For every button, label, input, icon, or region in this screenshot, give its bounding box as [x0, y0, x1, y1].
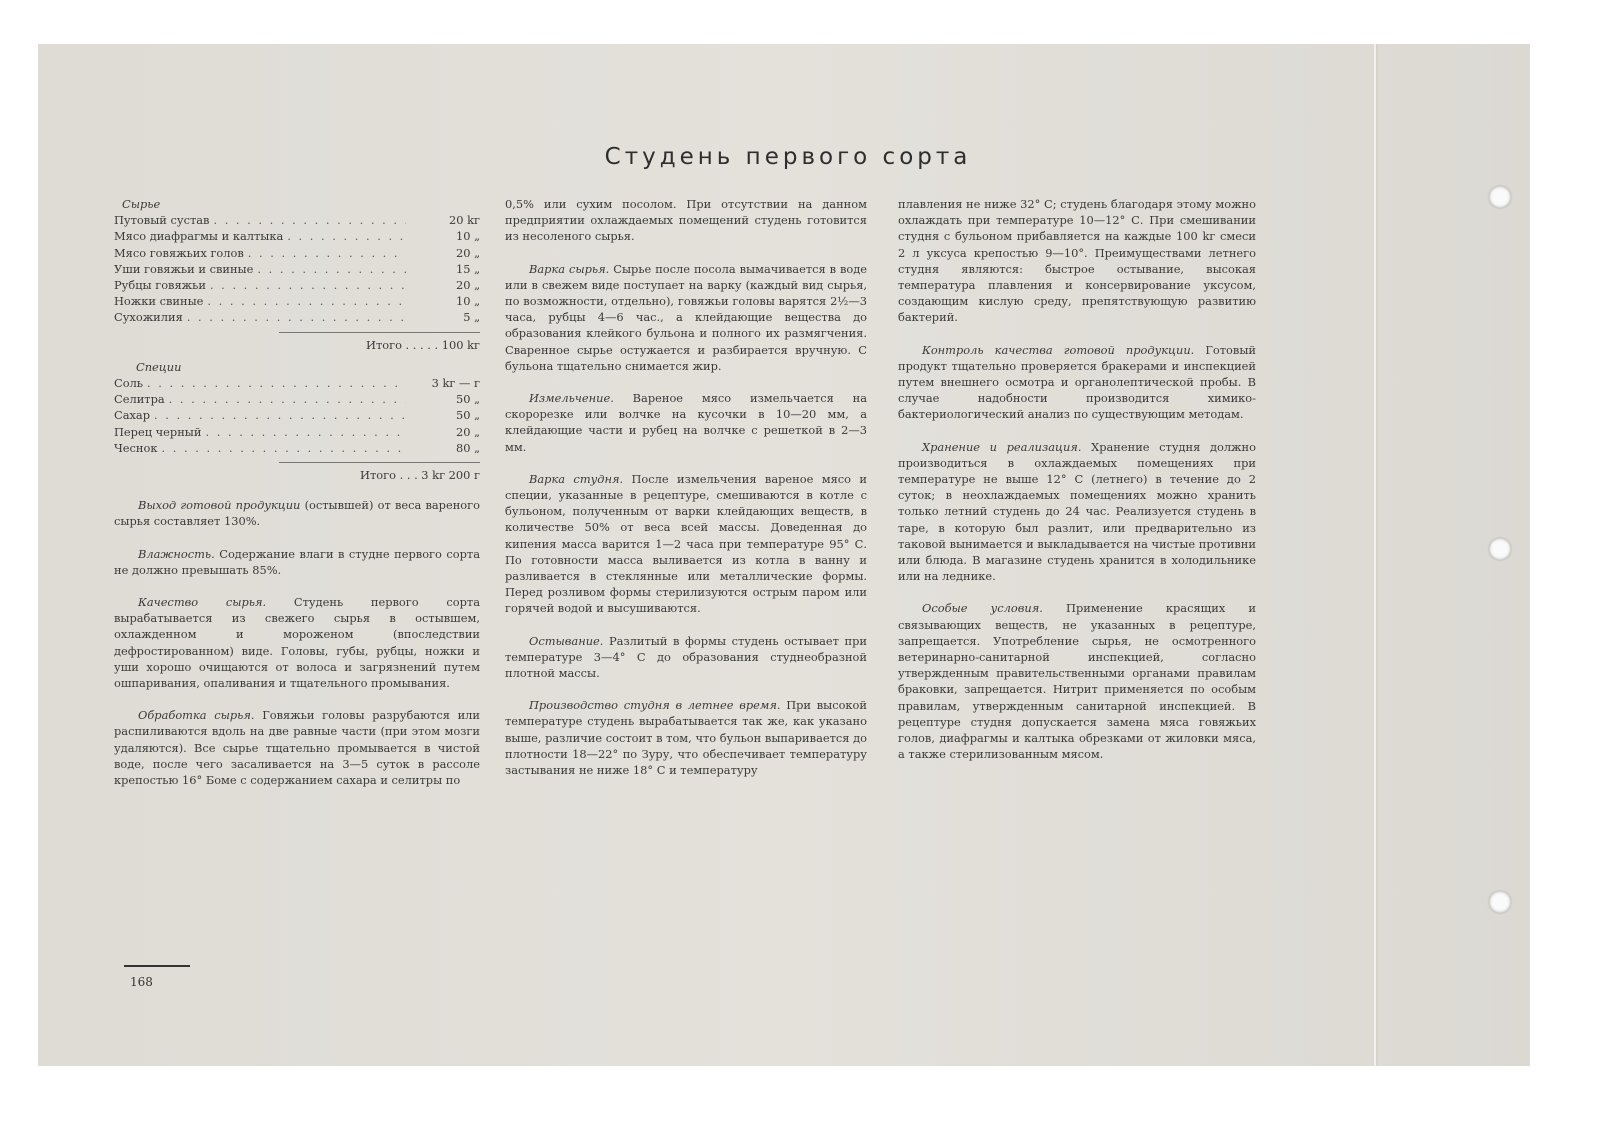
raw-ingredient-row — [114, 293, 480, 309]
raw-ingredient-qty: 10 „ — [455, 294, 480, 309]
paragraph — [898, 600, 1256, 762]
spice-row — [114, 391, 480, 407]
paragraph-heading: Влажность. — [138, 546, 215, 561]
raw-ingredient-name: Сухожилия — [114, 310, 183, 325]
paragraph — [505, 697, 867, 778]
leader-dots — [187, 309, 406, 325]
paragraph — [505, 471, 867, 617]
paragraph — [114, 594, 480, 691]
paragraph-text: При высокой температуре студень вырабатывается так же, как указано выше, различие состоит в том, что бульон выпаривается до плотности 18—22° по Зуру, что обеспечивает температуру застывания не ниже 18° С и температуру — [505, 698, 867, 778]
paragraph-text: Сырье после посола вымачивается в воде или в свежем виде поступает на варку (каждый вид сырья, по возможности, отдельно), говяжьи головы варятся 2½—3 часа, рубцы 4—6 час., а клейдающие вещества до образования клейкого бульона и полного их размягчения. Сваренное сырье остужается и разбирается вручную. С бульона тщательно снимается жир. — [505, 261, 868, 373]
page-title: Студень первого сорта — [604, 144, 972, 170]
paragraph-heading: Производство студня в летнее время. — [529, 698, 781, 713]
column-1 — [114, 196, 480, 804]
raw-ingredients-list — [114, 212, 480, 325]
spices-total: Итого . . . 3 kг 200 г — [360, 468, 480, 483]
page-number: 168 — [130, 975, 153, 989]
raw-ingredient-name: Мясо говяжьих голов — [114, 245, 244, 260]
raw-total-rule — [279, 332, 480, 333]
binder-hole-top — [1489, 186, 1511, 208]
spice-qty: 50 „ — [455, 392, 480, 407]
spice-name: Чеснок — [114, 440, 158, 455]
raw-ingredient-row — [114, 277, 480, 293]
leader-dots — [210, 277, 406, 293]
paragraph-heading: Измельчение. — [529, 391, 614, 406]
raw-ingredient-qty: 20 „ — [455, 278, 480, 293]
paragraph-heading: Остывание. — [529, 633, 604, 648]
paragraph-text: Готовый продукт тщательно проверяется бракерами и инспекцией путем внешнего осмотра и органолептической пробы. В случае надобности производится химико-бактериологический анализ по существующим методам. — [898, 342, 1256, 422]
leader-dots — [248, 245, 406, 261]
raw-ingredient-qty: 10 „ — [455, 229, 480, 244]
raw-ingredient-name: Уши говяжьи и свиные — [114, 261, 254, 276]
paragraph-heading: Выход готовой продукции — [138, 498, 301, 513]
spice-row — [114, 407, 480, 423]
raw-ingredient-qty: 20 „ — [455, 245, 480, 260]
binder-hole-bottom — [1489, 891, 1511, 913]
paragraph — [505, 196, 867, 245]
paragraph — [114, 546, 480, 578]
spice-name: Перец черный — [114, 424, 202, 439]
spice-qty: 80 „ — [455, 440, 480, 455]
leader-dots — [205, 424, 406, 440]
spice-qty: 3 kг — г — [431, 376, 480, 391]
paragraph — [114, 497, 480, 529]
spices-total-rule — [279, 462, 480, 463]
raw-ingredient-qty: 5 „ — [463, 310, 480, 325]
paragraph-text: Студень первого сорта вырабатывается из свежего сырья в остывшем, охлажденном и мороженом (впоследствии дефростированном) виде. Головы, губы, рубцы, ножки и уши хорошо очищаются от волоса и загрязнений путем ошпаривания, опаливания и тщательного промывания. — [114, 595, 480, 691]
column-1-text — [114, 497, 480, 788]
spice-row — [114, 440, 480, 456]
paragraph — [114, 707, 480, 788]
leader-dots — [257, 261, 406, 277]
paragraph-text: Применение красящих и связывающих веществ, не указанных в рецептуре, запрещается. Употребление сырья, не осмотренного ветеринарно-санитарной инспекцией, согласно утвержденным правительственными органами правилам браковки, запрещается. Нитрит применяется по особым правилам, утвержденным санитарной инспекцией. В рецептуре студня допускается замена мяса говяжьих голов, диафрагмы и калтыка обрезками от жиловки мяса, а также стерилизованным мясом. — [898, 601, 1256, 762]
binder-hole-middle — [1489, 538, 1511, 560]
spice-name: Соль — [114, 376, 144, 391]
paragraph — [505, 633, 867, 682]
paragraph-text: Разлитый в формы студень остывает при температуре 3—4° С до образования студнеобразной плотной массы. — [505, 633, 867, 681]
raw-heading: Сырье — [122, 197, 161, 211]
paragraph-heading: Варка студня. — [529, 471, 624, 486]
page-fold — [1374, 44, 1376, 1066]
raw-total: Итого . . . . . 100 kг — [366, 337, 480, 352]
column-3 — [898, 196, 1256, 779]
raw-ingredient-row — [114, 309, 480, 325]
raw-ingredient-row — [114, 212, 480, 228]
paragraph — [898, 439, 1256, 585]
raw-ingredient-qty: 15 „ — [455, 261, 480, 276]
raw-ingredient-row — [114, 261, 480, 277]
footer-rule — [124, 965, 190, 967]
raw-ingredient-qty: 20 kг — [449, 213, 480, 228]
leader-dots — [154, 407, 406, 423]
paragraph — [505, 390, 867, 455]
paragraph-text: 0,5% или сухим посолом. При отсутствии на данном предприятии охлаждаемых помещений студень готовится из несоленого сырья. — [505, 197, 867, 244]
column-2-text — [505, 196, 867, 778]
spice-row — [114, 375, 480, 391]
leader-dots — [162, 440, 407, 456]
raw-ingredient-row — [114, 245, 480, 261]
paragraph-heading: Обработка сырья. — [138, 708, 255, 723]
raw-ingredient-name: Путовый сустав — [114, 213, 210, 228]
leader-dots — [287, 228, 406, 244]
leader-dots — [147, 375, 406, 391]
paragraph-text: После измельчения вареное мясо и специи, указанные в рецептуре, смешиваются в котле с бульоном, полученным от варки клейдающих веществ, в количестве 50% от веса всей массы. Доведенная до кипения масса варится 1—2 часа при температуре 95° С. По готовности масса выливается из котла в ванну и разливается в стеклянные или металлические формы. Перед розливом формы стерилизуются острым паром или горячей водой и высушиваются. — [505, 471, 867, 616]
spices-list — [114, 375, 480, 456]
column-3-text — [898, 196, 1256, 763]
paragraph-text: Вареное мясо измельчается на скорорезке или волчке на кусочки в 10—20 мм, а клейдающие части и рубец на волчке с решеткой в 2—3 мм. — [505, 391, 867, 454]
raw-ingredient-name: Рубцы говяжьи — [114, 278, 206, 293]
spice-qty: 20 „ — [455, 424, 480, 439]
spice-name: Сахар — [114, 408, 151, 423]
paragraph-text: Содержание влаги в студне первого сорта не должно превышать 85%. — [114, 546, 480, 577]
raw-ingredient-row — [114, 228, 480, 244]
paragraph-heading: Особые условия. — [922, 601, 1043, 616]
paragraph-text: Говяжьи головы разрубаются или распиливаются вдоль на две равные части (при этом мозги удаляются). Все сырье тщательно промывается в чистой воде, после чего засаливается на 3—5 суток в рассоле крепостью 16° Боме с содержанием сахара и селитры по — [114, 708, 481, 788]
paragraph-heading: Качество сырья. — [138, 595, 267, 610]
book-page — [38, 44, 1530, 1066]
paragraph-heading: Варка сырья. — [529, 261, 610, 276]
paragraph-heading: Контроль качества готовой продукции. — [922, 342, 1195, 357]
raw-ingredient-name: Ножки свиные — [114, 294, 204, 309]
column-2 — [505, 196, 867, 794]
spices-heading: Специи — [136, 359, 182, 374]
spice-qty: 50 „ — [455, 408, 480, 423]
raw-ingredient-name: Мясо диафрагмы и калтыка — [114, 229, 284, 244]
leader-dots — [169, 391, 406, 407]
paragraph-text: (остывшей) от веса вареного сырья составляет 130%. — [114, 498, 480, 529]
leader-dots — [213, 212, 406, 228]
paragraph — [898, 342, 1256, 423]
paragraph — [898, 196, 1256, 326]
leader-dots — [207, 293, 406, 309]
spice-name: Селитра — [114, 392, 165, 407]
paragraph-text: Хранение студня должно производиться в охлаждаемых помещениях при температуре не выше 12° С (летнего) в течение до 2 суток; в неохлаждаемых помещениях можно хранить только летний студень до 24 час. Реализуется студень в таре, в которую был разлит, или предварительно из таковой вынимается и выкладывается на чистые противни или блюда. В магазине студень хранится в холодильнике или на леднике. — [898, 439, 1256, 584]
spice-row — [114, 424, 480, 440]
paragraph-heading: Хранение и реализация. — [922, 439, 1082, 454]
paragraph-text: плавления не ниже 32° С; студень благодаря этому можно охлаждать при температуре 10—12° С. При смешивании студня с бульоном прибавляется на каждые 100 kг смеси 2 л уксуса крепостью 9—10°. Преимуществами летнего студня являются: быстрое остывание, высокая температура плавления и консервирование уксусом, создающим кислую среду, препятствующую развитию бактерий. — [898, 197, 1256, 325]
paragraph — [505, 261, 867, 374]
